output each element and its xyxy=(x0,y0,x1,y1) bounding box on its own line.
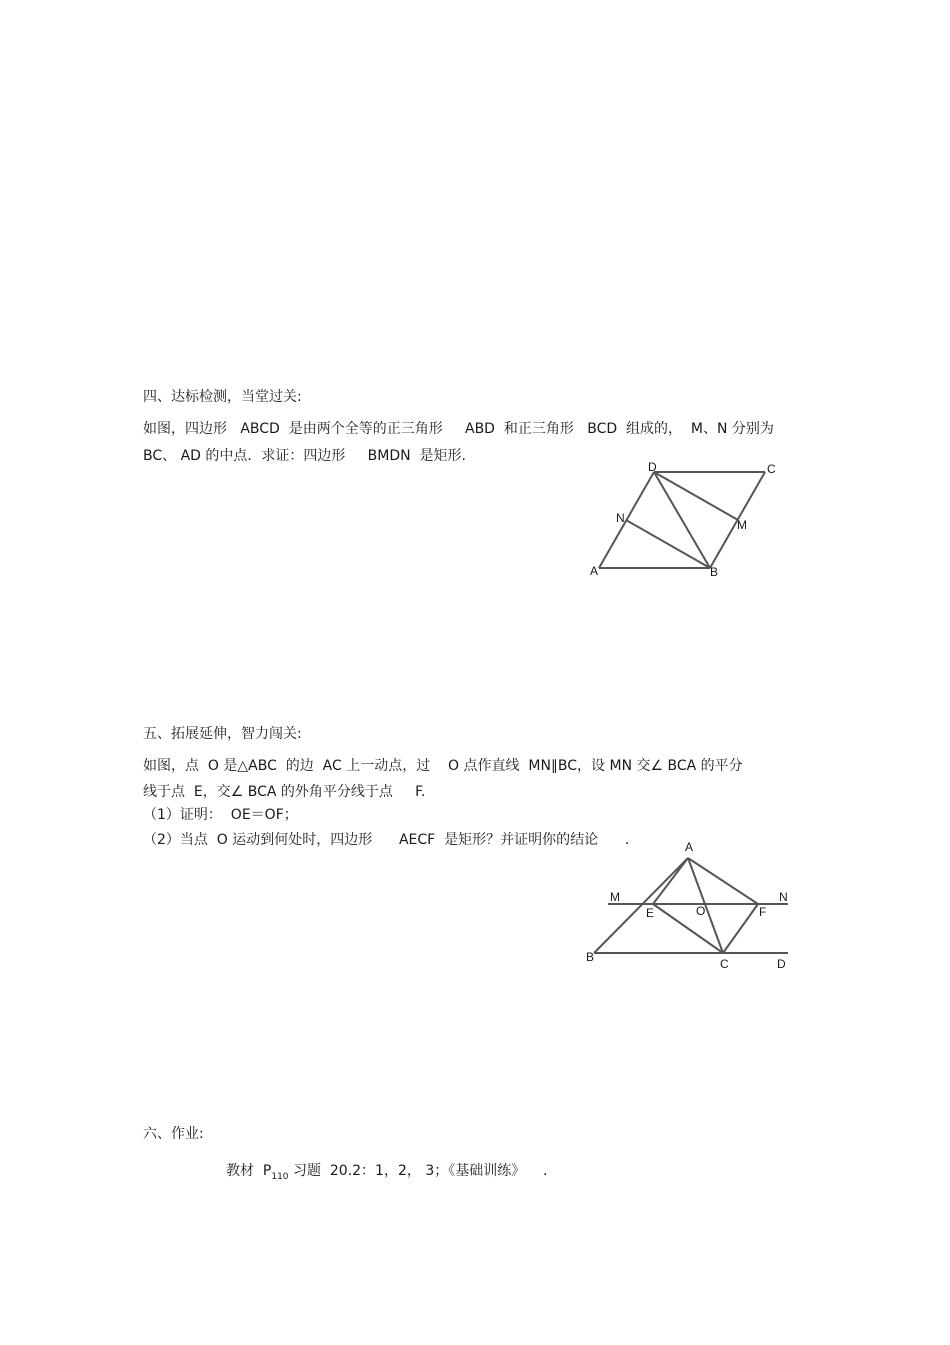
segment-nb xyxy=(626,520,710,568)
label-a: A xyxy=(590,564,599,578)
segment-ab xyxy=(594,858,688,953)
label-n: N xyxy=(616,511,625,525)
rhombus-figure xyxy=(580,455,790,585)
homework-suffix: 习题 20.2：1，2， 3；《基础训练》 . xyxy=(288,1163,548,1179)
section5-problem-line1: 如图，点 O 是△ABC 的边 AC 上一动点，过 O 点作直线 MN∥BC，设 MN 交∠ BCA 的平分 xyxy=(143,758,743,774)
label-m: M xyxy=(610,890,620,904)
label-n: N xyxy=(779,890,788,904)
segment-dm xyxy=(654,472,738,520)
label-b: B xyxy=(586,950,595,964)
label-d: D xyxy=(777,957,786,971)
label-f: F xyxy=(759,905,767,919)
label-m: M xyxy=(737,518,747,532)
triangle-figure xyxy=(580,836,800,976)
section4-heading: 四、达标检测，当堂过关: xyxy=(143,389,302,405)
label-e: E xyxy=(646,906,655,920)
label-o: O xyxy=(696,904,706,918)
section6-heading: 六、作业: xyxy=(143,1126,204,1142)
segment-ac xyxy=(688,858,723,953)
segment-db xyxy=(654,472,710,568)
section5-part2: （2）当点 O 运动到何处时，四边形 AECF 是矩形？并证明你的结论 . xyxy=(143,832,630,848)
homework-page-number: 110 xyxy=(271,1171,289,1182)
segment-fc xyxy=(723,904,758,953)
segment-af xyxy=(688,858,758,904)
section5-heading: 五、拓展延伸，智力闯关: xyxy=(143,726,302,742)
section5-problem-line2: 线于点 E，交∠ BCA 的外角平分线于点 F. xyxy=(143,784,426,800)
label-d: D xyxy=(648,460,657,474)
section4-problem-line2: BC、 AD 的中点．求证：四边形 BMDN 是矩形. xyxy=(143,448,466,464)
section4-problem-line1: 如图，四边形 ABCD 是由两个全等的正三角形 ABD 和正三角形 BCD 组成的， M、N 分别为 xyxy=(143,421,774,437)
label-b: B xyxy=(710,565,719,579)
label-a: A xyxy=(685,840,694,854)
homework-prefix: 教材 P xyxy=(226,1163,272,1179)
label-c: C xyxy=(767,462,776,476)
homework-line xyxy=(226,1162,547,1186)
segment-ae xyxy=(653,858,688,904)
label-c: C xyxy=(720,957,729,971)
segment-ec xyxy=(653,904,723,953)
section5-part1: （1）证明： OE＝OF； xyxy=(143,807,298,823)
